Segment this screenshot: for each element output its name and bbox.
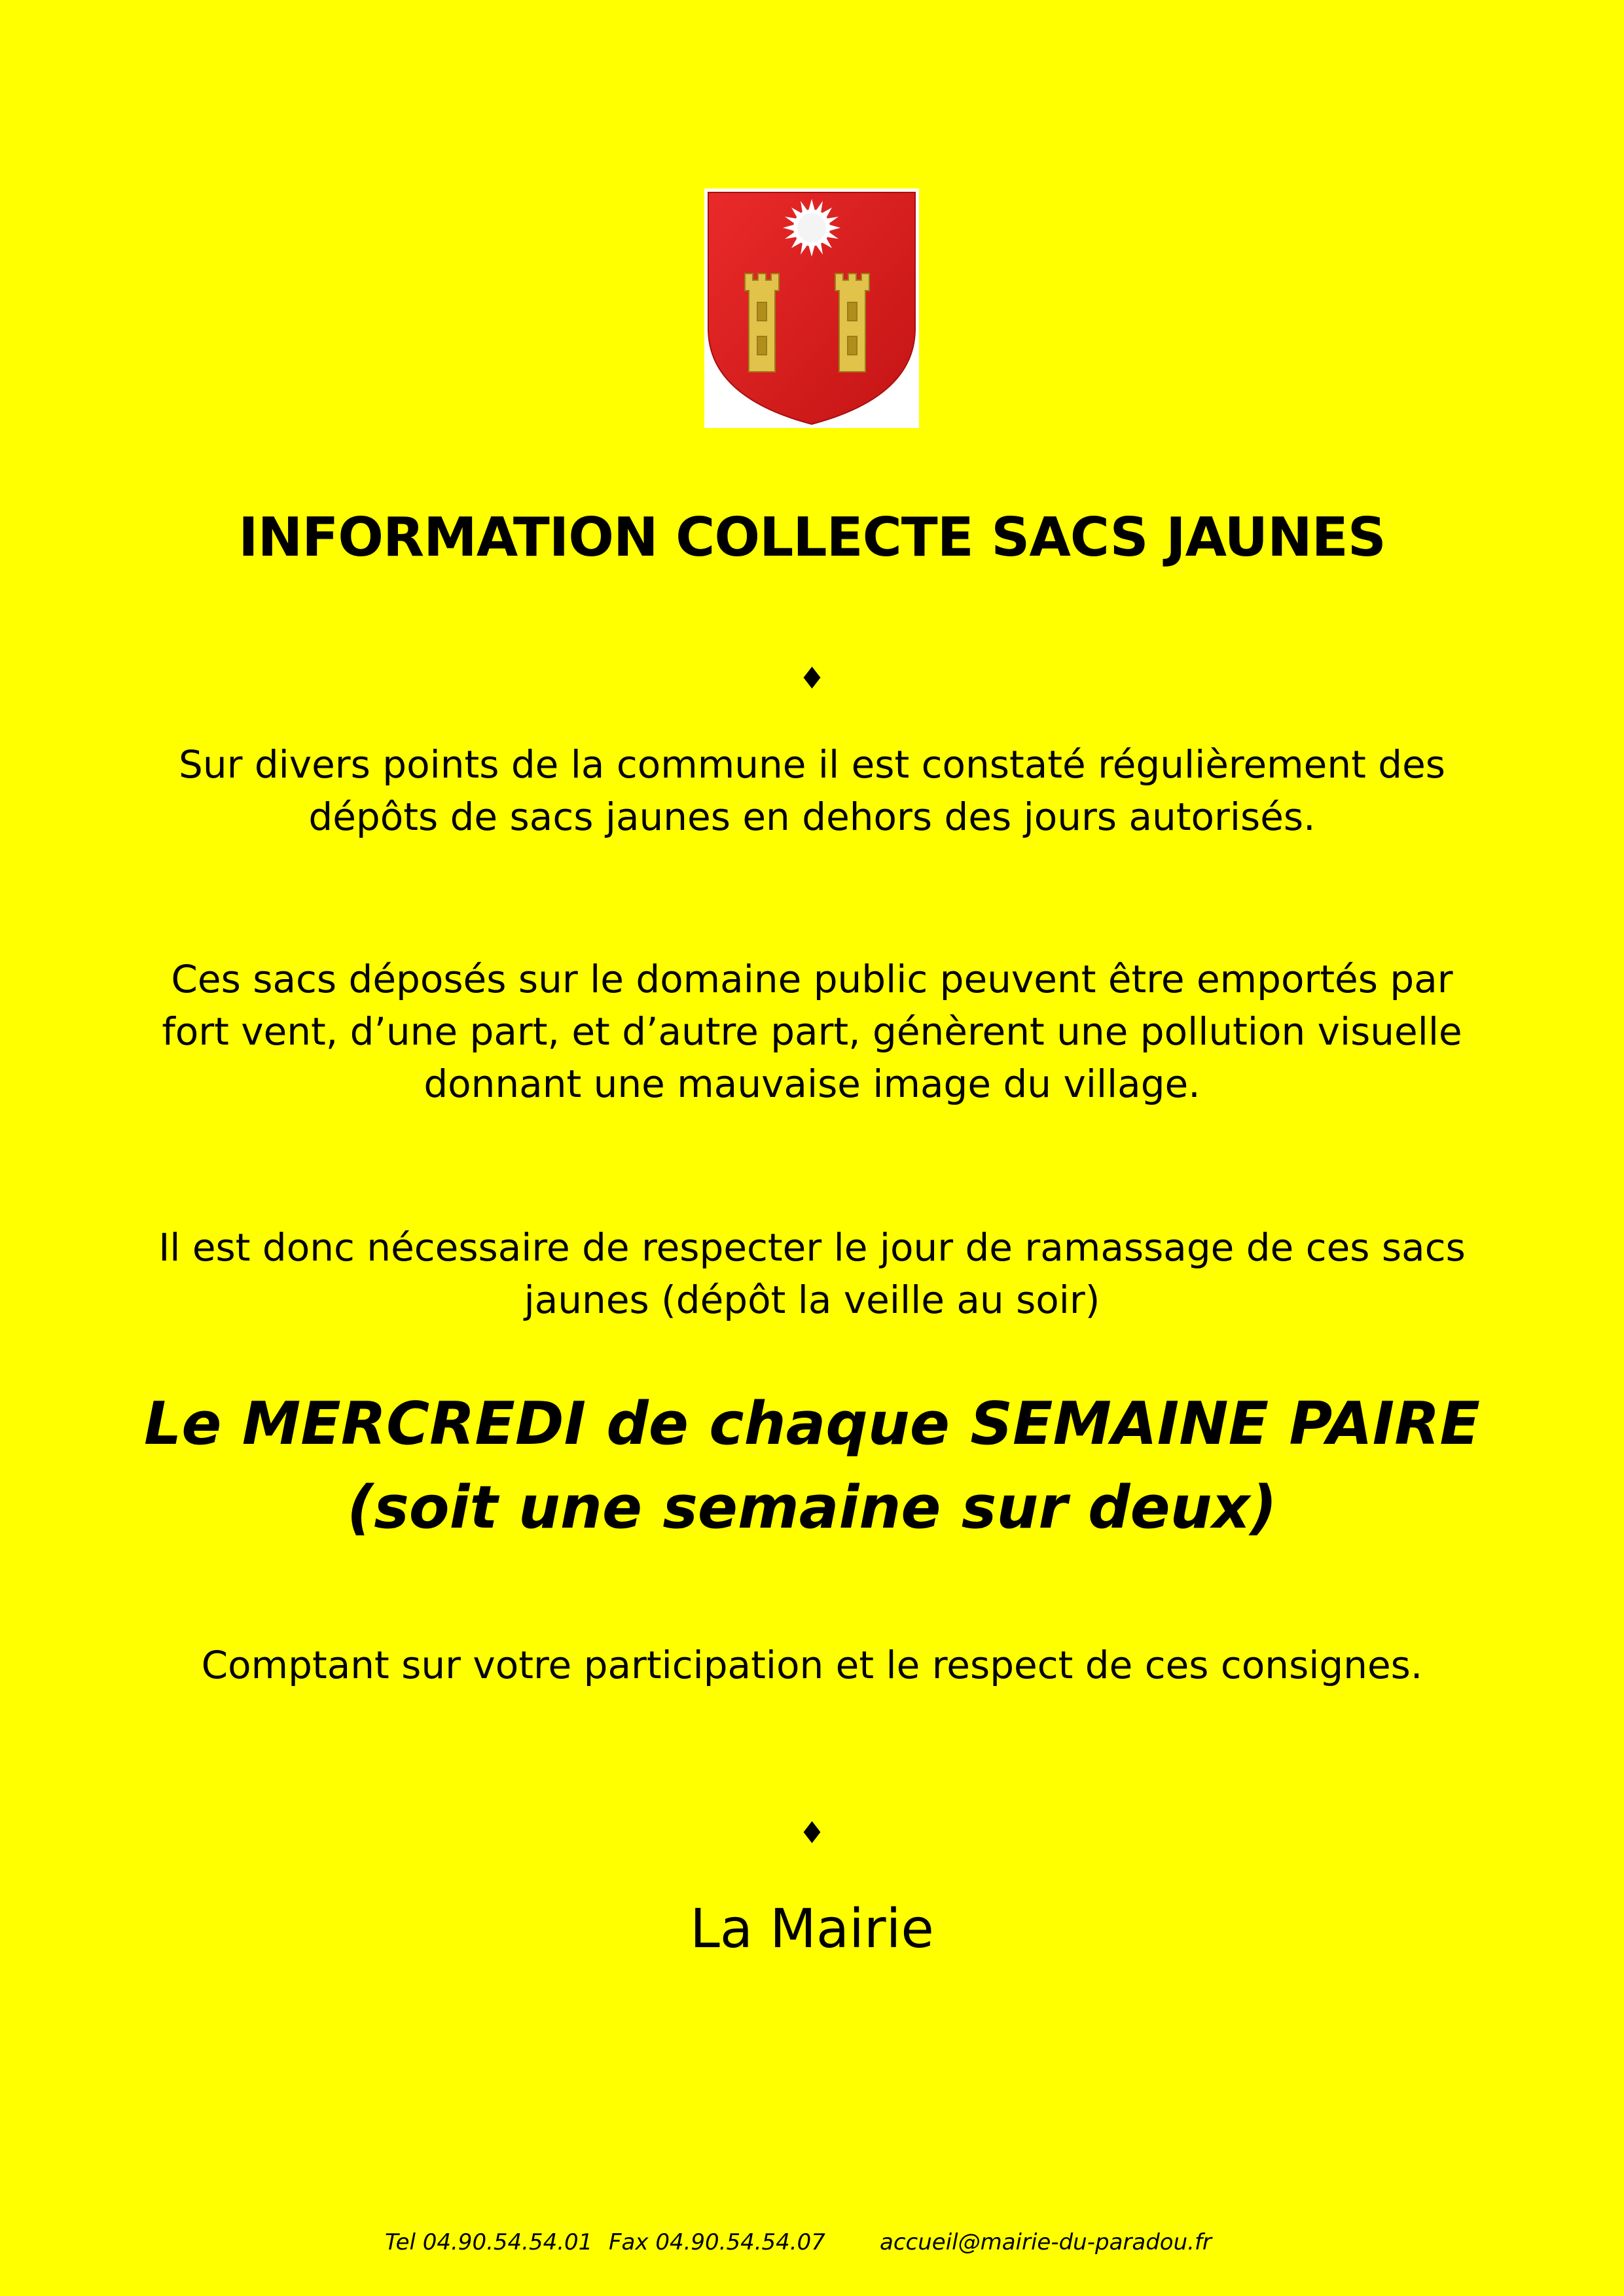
collection-schedule-highlight: Le MERCREDI de chaque SEMAINE PAIRE (soit une semaine sur deux) bbox=[144, 1390, 1480, 1542]
separator-diamond-icon: ♦ bbox=[798, 660, 826, 696]
page-title: INFORMATION COLLECTE SACS JAUNES bbox=[238, 507, 1386, 569]
paragraph-deposits-notice: Sur divers points de la commune il est constaté régulièrement des dépôts de sacs jaunes en dehors des jours autorisés. bbox=[179, 742, 1445, 839]
coat-of-arms-crest-icon bbox=[704, 188, 919, 428]
footer-fax: Fax 04.90.54.54.07 bbox=[609, 2229, 825, 2255]
signature-la-mairie: La Mairie bbox=[690, 1898, 934, 1960]
paragraph-consequences: Ces sacs déposés sur le domaine public peuvent être emportés par fort vent, d’une part, et d’autre part, génèrent une pollution visuelle donnant une mauvaise image du village. bbox=[162, 957, 1462, 1106]
paragraph-closing: Comptant sur votre participation et le respect de ces consignes. bbox=[201, 1643, 1423, 1687]
separator-diamond-icon: ♦ bbox=[798, 1815, 826, 1850]
paragraph-collection-day: Il est donc nécessaire de respecter le jour de ramassage de ces sacs jaunes (dépôt la veille au soir) bbox=[158, 1225, 1466, 1322]
footer-email-link[interactable]: accueil@mairie-du-paradou.fr bbox=[880, 2229, 1212, 2255]
footer-telephone: Tel 04.90.54.54.01 bbox=[385, 2229, 593, 2255]
